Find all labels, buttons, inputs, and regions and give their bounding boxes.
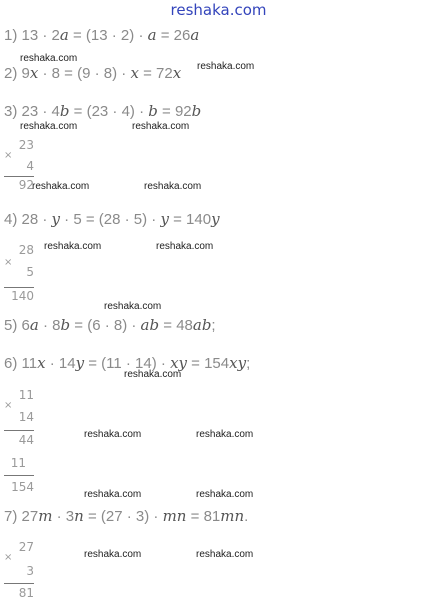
eq1-result: = 26 (156, 27, 191, 44)
eq6-var4: xy (229, 354, 247, 372)
col3-bottom: 14 (18, 410, 34, 424)
eq4-var3: y (211, 210, 220, 228)
eq2-pre: 2) 9 (4, 65, 30, 82)
eq1-var3: a (190, 26, 200, 44)
eq7-tail: . (244, 508, 249, 525)
eq4-result: = 140 (168, 211, 212, 228)
eq5-mid1: · 8 (38, 317, 61, 334)
eq6-pre: 6) 11 (4, 355, 38, 372)
column-multiplication-1 (4, 138, 34, 193)
col2-bottom: 5 (26, 265, 34, 279)
col1-top: 23 (18, 138, 34, 152)
eq2-var3: x (172, 64, 182, 82)
equation-line-5 (4, 316, 216, 334)
eq1-var2: a (147, 26, 157, 44)
eq4-pre: 4) 28 · (4, 211, 52, 228)
watermark: reshaka.com (197, 61, 255, 72)
watermark: reshaka.com (20, 121, 78, 132)
col3-rule-2 (4, 475, 34, 476)
column-multiplication-2 (4, 243, 34, 303)
eq7-mid1: · 3 (52, 508, 75, 525)
column-multiplication-3 (4, 388, 34, 498)
col4-rule (4, 583, 34, 584)
col3-rule-1 (4, 430, 34, 431)
col3-top: 11 (18, 388, 34, 402)
eq7-var1: m (38, 507, 53, 525)
eq5-var4: ab (192, 316, 212, 334)
col3-partial-1: 44 (18, 433, 34, 447)
watermark: reshaka.com (32, 181, 90, 192)
eq6-mid: = (11 · 14) · (84, 355, 171, 372)
eq6-var2: y (75, 354, 85, 372)
watermark: reshaka.com (132, 121, 190, 132)
col3-result: 154 (11, 480, 34, 494)
eq5-var3: ab (140, 316, 160, 334)
eq6-mid1: · 14 (45, 355, 76, 372)
col2-rule (4, 287, 34, 288)
eq7-var3: mn (162, 507, 187, 525)
watermark: reshaka.com (84, 549, 142, 560)
eq6-var1: x (37, 354, 46, 372)
eq5-result: = 48 (159, 317, 193, 334)
eq2-result: = 72 (138, 65, 173, 82)
col4-sign: × (4, 552, 13, 563)
eq6-tail: ; (246, 355, 251, 372)
watermark: reshaka.com (124, 369, 182, 380)
site-watermark-top: reshaka.com (170, 1, 267, 19)
eq4-mid: · 5 = (28 · 5) · (60, 211, 161, 228)
col3-sign: × (4, 400, 13, 411)
watermark: reshaka.com (84, 429, 142, 440)
watermark: reshaka.com (104, 301, 162, 312)
eq3-result: = 92 (157, 103, 192, 120)
eq1-var1: a (59, 26, 69, 44)
col2-sign: × (4, 257, 13, 268)
watermark: reshaka.com (196, 489, 254, 500)
watermark: reshaka.com (196, 549, 254, 560)
equation-line-2 (4, 64, 181, 82)
eq5-var1: a (29, 316, 39, 334)
eq3-var1: b (59, 102, 70, 120)
eq7-mid: = (27 · 3) · (83, 508, 163, 525)
eq7-var4: mn (220, 507, 245, 525)
eq1-mid: = (13 · 2) · (68, 27, 148, 44)
watermark: reshaka.com (44, 241, 102, 252)
eq3-var2: b (148, 102, 158, 120)
col3-partial-2: 11 (10, 456, 26, 470)
col4-result: 81 (18, 586, 34, 600)
watermark: reshaka.com (196, 429, 254, 440)
equation-line-1 (4, 26, 199, 44)
eq5-mid: = (6 · 8) · (70, 317, 141, 334)
eq5-tail: ; (211, 317, 216, 334)
eq6-var3: xy (170, 354, 187, 372)
eq5-var2: b (60, 316, 71, 334)
eq7-pre: 7) 27 (4, 508, 39, 525)
equation-line-4 (4, 210, 220, 228)
eq2-var1: x (29, 64, 39, 82)
col1-result: 92 (18, 178, 34, 192)
watermark: reshaka.com (20, 53, 78, 64)
col2-result: 140 (11, 289, 34, 303)
eq1-pre: 1) 13 · 2 (4, 27, 60, 44)
equation-line-7 (4, 507, 248, 525)
col1-bottom: 4 (26, 159, 34, 173)
column-multiplication-4 (4, 540, 34, 602)
eq5-pre: 5) 6 (4, 317, 30, 334)
watermark: reshaka.com (156, 241, 214, 252)
eq7-result: = 81 (186, 508, 221, 525)
eq4-var1: y (51, 210, 61, 228)
col1-sign: × (4, 150, 13, 161)
eq2-mid: · 8 = (9 · 8) · (38, 65, 131, 82)
col1-rule (4, 176, 34, 177)
eq6-result: = 154 (187, 355, 230, 372)
eq3-pre: 3) 23 · 4 (4, 103, 60, 120)
eq3-mid: = (23 · 4) · (69, 103, 149, 120)
col4-top: 27 (18, 540, 34, 554)
watermark: reshaka.com (144, 181, 202, 192)
equation-line-3 (4, 102, 201, 120)
watermark: reshaka.com (84, 489, 142, 500)
eq7-var2: n (74, 507, 84, 525)
eq2-var2: x (130, 64, 139, 82)
col2-top: 28 (18, 243, 34, 257)
col4-bottom: 3 (26, 564, 34, 578)
eq4-var2: y (160, 210, 169, 228)
eq3-var3: b (191, 102, 202, 120)
